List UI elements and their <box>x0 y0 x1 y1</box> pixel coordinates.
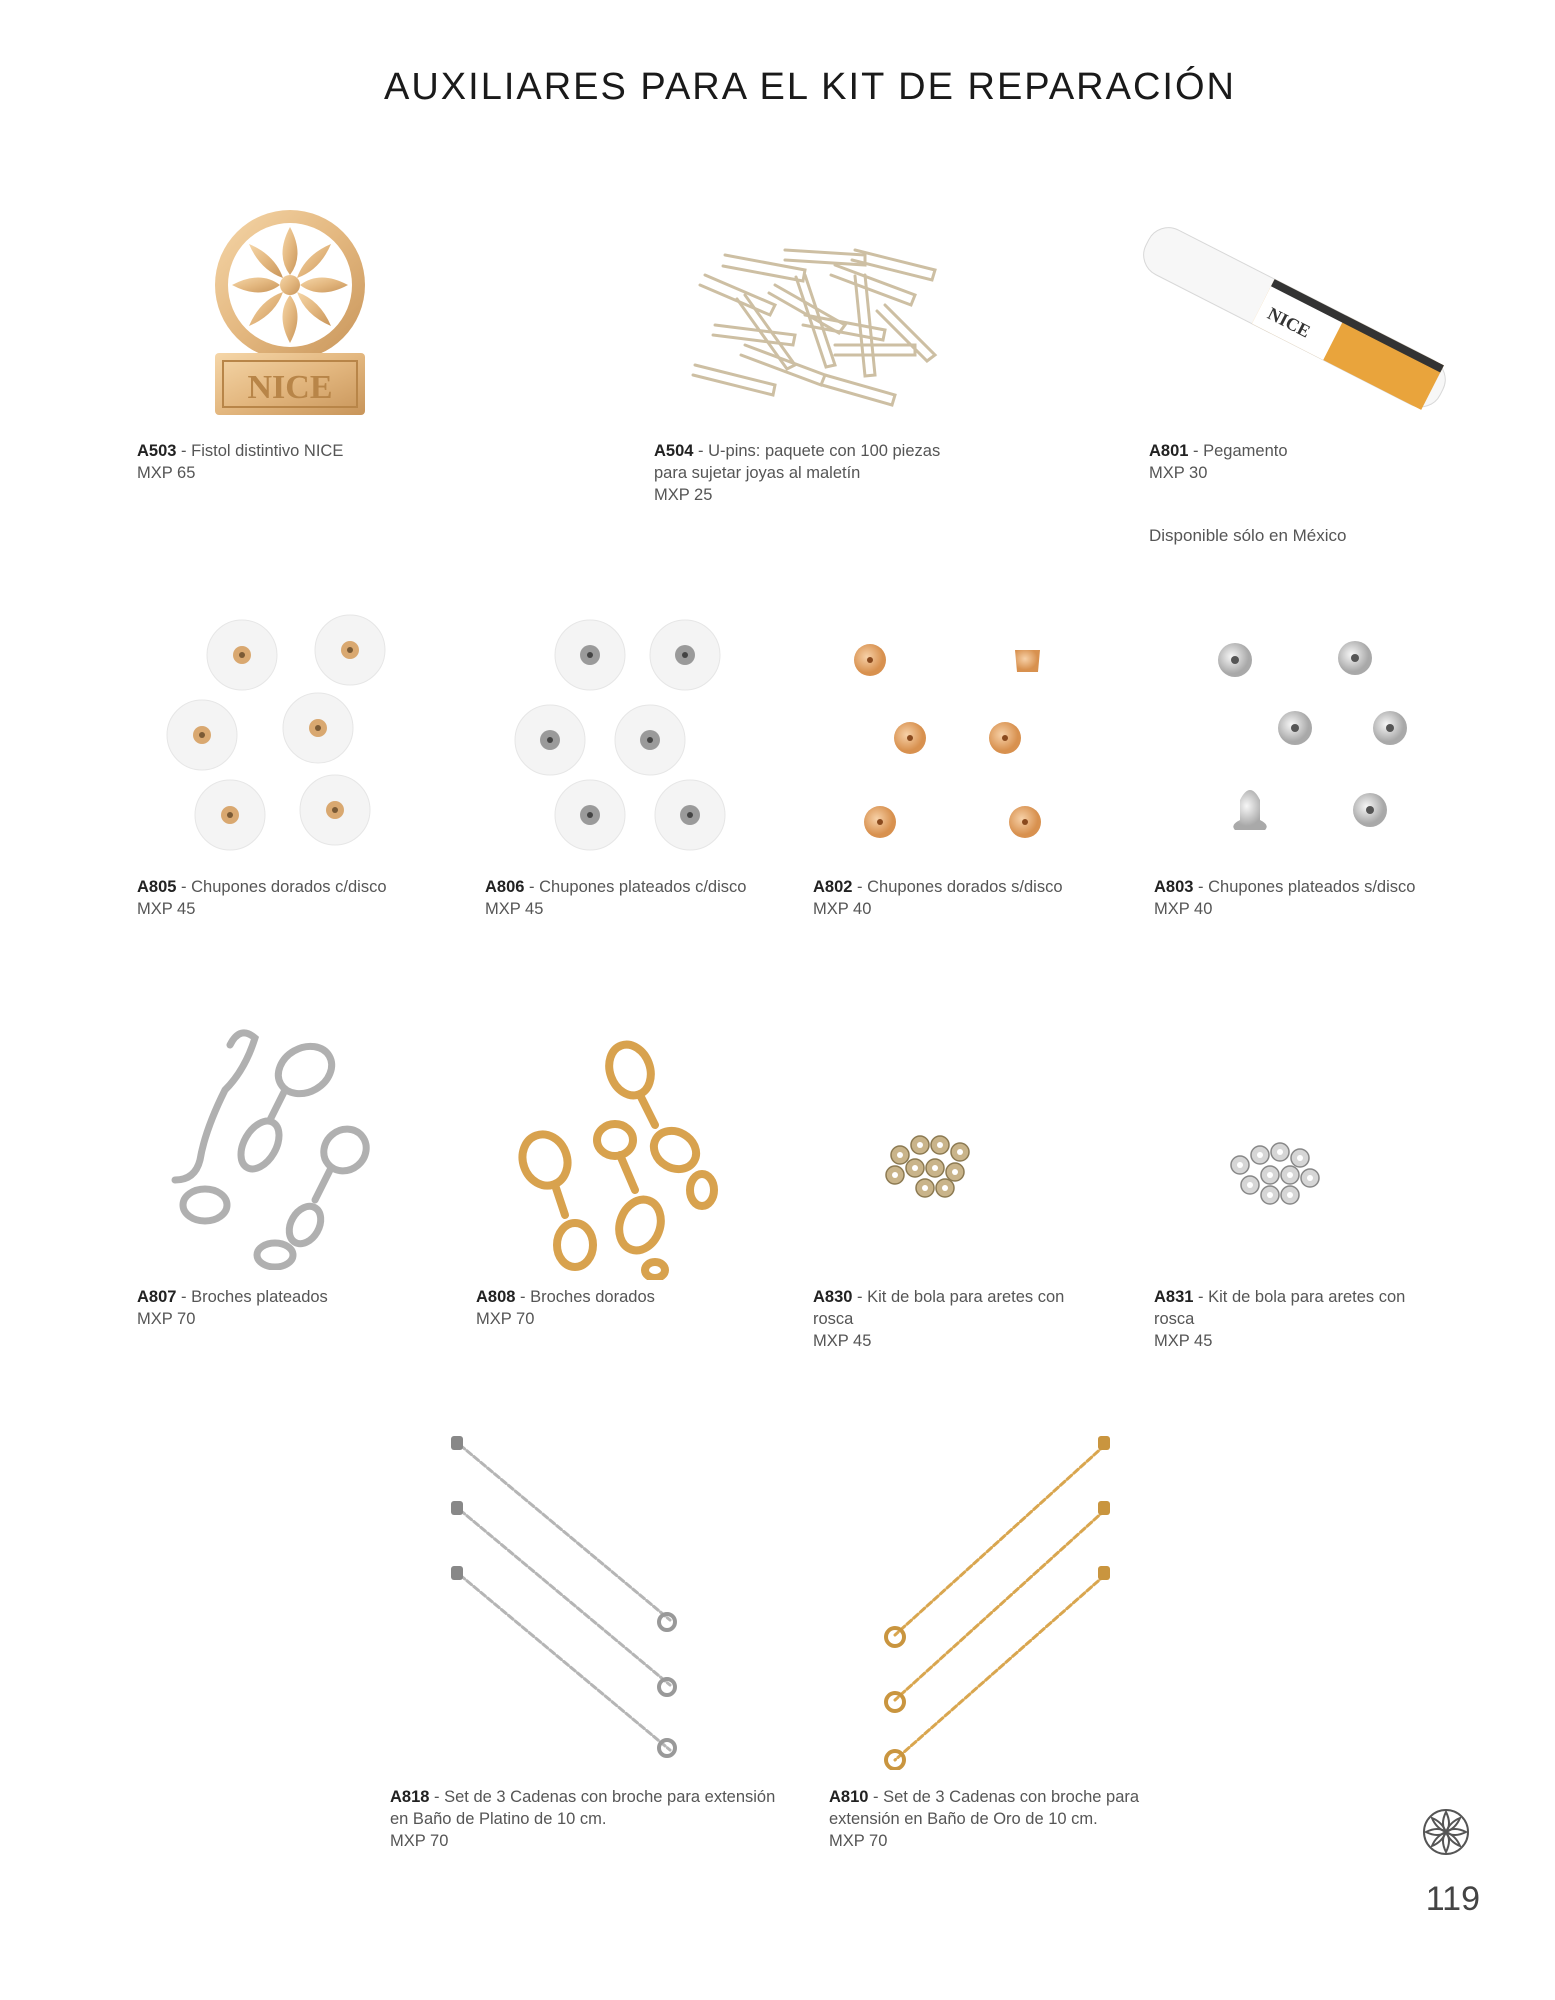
gold-clasps-icon <box>490 1030 740 1280</box>
product-price: MXP 25 <box>654 486 713 504</box>
product-code: A806 <box>485 878 525 896</box>
separator: - <box>524 878 540 896</box>
product-caption <box>654 440 974 506</box>
glue-tube-icon <box>1125 220 1455 410</box>
separator: - <box>693 442 709 460</box>
product-price: MXP 70 <box>390 1832 449 1850</box>
product-price: MXP 65 <box>137 464 196 482</box>
product-caption <box>829 1786 1149 1852</box>
product-caption <box>813 876 1133 920</box>
product-price: MXP 45 <box>1154 1332 1213 1350</box>
silver-backs-disc-icon <box>510 610 740 860</box>
page-number: 119 <box>1425 1880 1480 1918</box>
silver-chains-icon <box>445 1430 685 1760</box>
product-price: MXP 45 <box>813 1332 872 1350</box>
product-code: A805 <box>137 878 177 896</box>
product-caption <box>476 1286 796 1330</box>
separator: - <box>176 878 192 896</box>
product-caption <box>485 876 805 920</box>
product-price: MXP 70 <box>476 1310 535 1328</box>
product-description: Pegamento <box>1203 442 1288 460</box>
gold-chains-icon <box>870 1430 1120 1770</box>
product-description: Chupones dorados s/disco <box>867 878 1063 896</box>
product-description: Broches plateados <box>191 1288 328 1306</box>
page-title: AUXILIARES PARA EL KIT DE REPARACIÓN <box>384 66 1236 108</box>
product-price: MXP 70 <box>829 1832 888 1850</box>
product-code: A810 <box>829 1788 869 1806</box>
separator: - <box>176 1288 192 1306</box>
separator: - <box>1193 1288 1209 1306</box>
gold-backs-disc-icon <box>160 610 400 860</box>
product-description: Set de 3 Cadenas con broche para extensión en Baño de Platino de 10 cm. <box>390 1788 776 1828</box>
product-description: Broches dorados <box>530 1288 655 1306</box>
product-caption <box>1154 876 1474 920</box>
product-description: Chupones plateados s/disco <box>1208 878 1416 896</box>
product-code: A807 <box>137 1288 177 1306</box>
glue-logo-text: NICE <box>1264 303 1314 342</box>
separator: - <box>1188 442 1204 460</box>
product-caption <box>137 440 497 484</box>
availability-note: Disponible sólo en México <box>1149 526 1347 545</box>
gold-backs-icon <box>840 630 1070 850</box>
separator: - <box>515 1288 531 1306</box>
separator: - <box>852 1288 868 1306</box>
product-description: Set de 3 Cadenas con broche para extensión en Baño de Oro de 10 cm. <box>829 1788 1140 1828</box>
product-code: A818 <box>390 1788 430 1806</box>
product-description: U-pins: paquete con 100 piezas para sujetar joyas al maletín <box>654 442 941 482</box>
product-description: Kit de bola para aretes con rosca <box>813 1288 1065 1328</box>
product-caption <box>137 876 457 920</box>
separator: - <box>1193 878 1209 896</box>
gold-ball-kit-icon <box>880 1130 980 1205</box>
product-price: MXP 30 <box>1149 464 1208 482</box>
product-code: A830 <box>813 1288 853 1306</box>
product-caption <box>1149 440 1469 484</box>
product-code: A808 <box>476 1288 516 1306</box>
product-caption <box>813 1286 1093 1352</box>
product-code: A801 <box>1149 442 1189 460</box>
separator: - <box>868 1788 884 1806</box>
pin-logo-text: NICE <box>247 369 333 406</box>
product-description: Chupones plateados c/disco <box>539 878 747 896</box>
product-caption <box>390 1786 790 1852</box>
nice-pin-icon <box>205 205 375 420</box>
product-description: Chupones dorados c/disco <box>191 878 387 896</box>
silver-clasps-icon <box>145 1020 385 1270</box>
product-description: Kit de bola para aretes con rosca <box>1154 1288 1406 1328</box>
separator: - <box>852 878 868 896</box>
product-description: Fistol distintivo NICE <box>191 442 344 460</box>
product-code: A802 <box>813 878 853 896</box>
product-price: MXP 45 <box>485 900 544 918</box>
silver-backs-icon <box>1195 630 1425 850</box>
product-caption <box>1154 1286 1434 1352</box>
product-caption <box>137 1286 457 1330</box>
product-code: A803 <box>1154 878 1194 896</box>
separator: - <box>176 442 192 460</box>
product-code: A503 <box>137 442 177 460</box>
brand-flower-icon <box>1422 1808 1470 1856</box>
product-price: MXP 40 <box>1154 900 1213 918</box>
product-price: MXP 45 <box>137 900 196 918</box>
silver-ball-kit-icon <box>1225 1140 1325 1210</box>
product-code: A831 <box>1154 1288 1194 1306</box>
u-pins-icon <box>685 235 955 415</box>
product-code: A504 <box>654 442 694 460</box>
product-price: MXP 40 <box>813 900 872 918</box>
product-price: MXP 70 <box>137 1310 196 1328</box>
separator: - <box>429 1788 445 1806</box>
